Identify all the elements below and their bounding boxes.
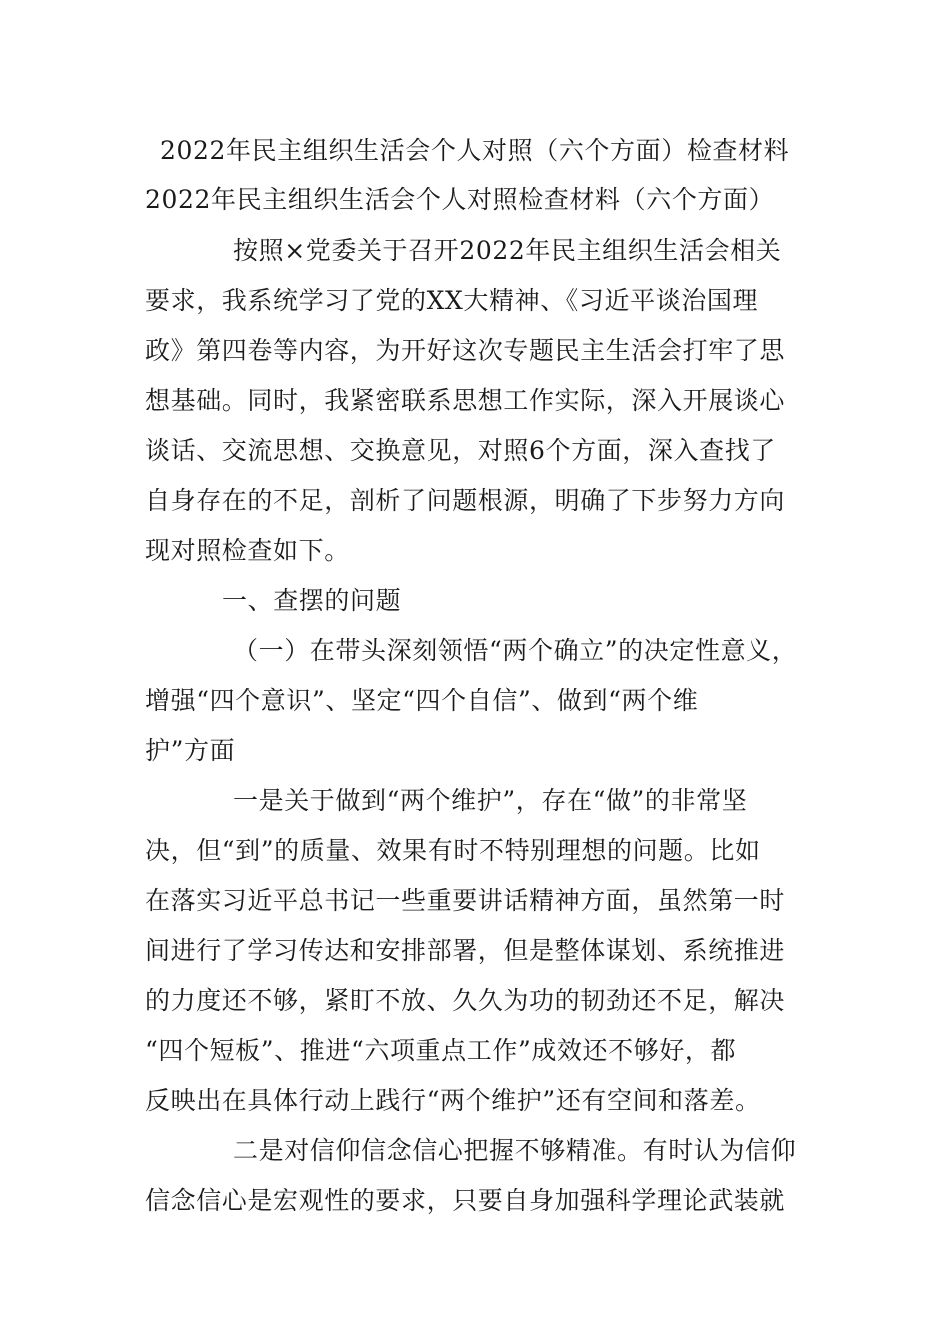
point-two-line: 二是对信仰信念信心把握不够精准。有时认为信仰 (233, 1136, 797, 1165)
point-two-line: 信念信心是宏观性的要求，只要自身加强科学理论武装就 (145, 1186, 786, 1215)
document-title: 2022年民主组织生活会个人对照（六个方面）检查材料 (160, 136, 790, 165)
point-one-line: 一是关于做到“两个维护”，存在“做”的非常坚 (233, 786, 748, 815)
point-one-line: 的力度还不够，紧盯不放、久久为功的韧劲还不足，解决 (145, 986, 786, 1015)
intro-line: 政》第四卷等内容，为开好这次专题民主生活会打牢了思 (145, 336, 786, 365)
point-one-line: 决，但“到”的质量、效果有时不特别理想的问题。比如 (145, 836, 761, 865)
section-heading: 一、查摆的问题 (222, 586, 402, 615)
subsection-heading-line: 增强“四个意识”、坚定“四个自信”、做到“两个维 (145, 686, 699, 715)
intro-line: 谈话、交流思想、交换意见，对照6个方面，深入查找了 (145, 436, 776, 465)
point-one-line: 间进行了学习传达和安排部署，但是整体谋划、系统推进 (145, 936, 786, 965)
subsection-heading-line: （一）在带头深刻领悟“两个确立”的决定性意义， (233, 636, 798, 665)
point-one-line: “四个短板”、推进“六项重点工作”成效还不够好，都 (145, 1036, 737, 1065)
subsection-heading-line: 护”方面 (145, 736, 236, 765)
point-one-line: 在落实习近平总书记一些重要讲话精神方面，虽然第一时 (145, 886, 786, 915)
document-subtitle: 2022年民主组织生活会个人对照检查材料（六个方面） (145, 185, 775, 214)
intro-line: 现对照检查如下。 (145, 536, 350, 565)
point-one-line: 反映出在具体行动上践行“两个维护”还有空间和落差。 (145, 1086, 761, 1115)
intro-line: 想基础。同时，我紧密联系思想工作实际，深入开展谈心 (145, 386, 786, 415)
intro-line: 要求，我系统学习了党的XX大精神、《习近平谈治国理 (145, 286, 759, 315)
intro-line: 自身存在的不足，剖析了问题根源，明确了下步努力方向 (145, 486, 786, 515)
intro-line: 按照×党委关于召开2022年民主组织生活会相关 (233, 236, 782, 265)
